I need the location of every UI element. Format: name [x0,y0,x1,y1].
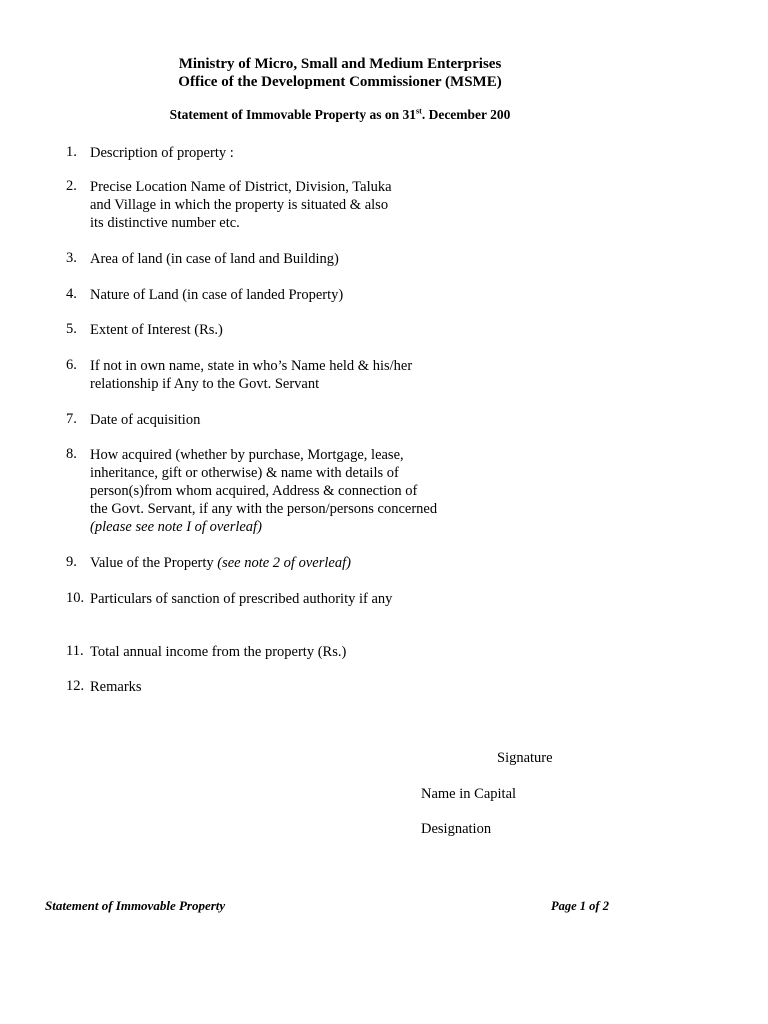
item-text: How acquired (whether by purchase, Mortgage, lease, [90,447,404,463]
item-text: Remarks [90,679,142,695]
footer-document-title: Statement of Immovable Property [45,898,226,913]
designation-label: Designation [421,821,492,837]
item-text: Extent of Interest (Rs.) [90,322,223,338]
item-text: its distinctive number etc. [90,215,240,231]
item-number: 2. [66,178,77,194]
statement-title [0,107,680,123]
item-note: (see note 2 of overleaf) [217,555,351,571]
item-number: 9. [66,554,77,570]
item-text: person(s)from whom acquired, Address & connection of [90,483,418,499]
item-number: 4. [66,286,77,302]
item-note: (please see note I of overleaf) [90,519,262,535]
item-text: the Govt. Servant, if any with the person/persons concerned [90,501,438,517]
item-text: Value of the Property [90,555,218,571]
item-text: inheritance, gift or otherwise) & name with details of [90,465,399,481]
signature-label: Signature [497,750,553,766]
item-text: Nature of Land (in case of landed Property) [90,287,344,303]
item-text: Total annual income from the property (Rs.) [90,644,347,660]
statement-title-prefix: Statement of Immovable Property as on 31 [169,107,417,122]
item-number: 8. [66,446,77,462]
item-text: and Village in which the property is situated & also [90,197,389,213]
item-text: Date of acquisition [90,412,201,428]
item-number: 7. [66,411,77,427]
statement-title-suffix: . December 200 [421,107,511,122]
item-number: 1. [66,144,77,160]
item-text: Area of land (in case of land and Building) [90,251,339,267]
item-text: Particulars of sanction of prescribed authority if any [90,591,393,607]
ministry-heading: Ministry of Micro, Small and Medium Enterprises [178,56,502,72]
footer-page-number: Page 1 of 2 [551,899,609,913]
name-in-capital-label: Name in Capital [421,786,517,802]
statement-title-superscript: st [416,106,422,116]
item-text: relationship if Any to the Govt. Servant [90,376,320,392]
item-text: Precise Location Name of District, Division, Taluka [90,179,392,195]
item-number: 3. [66,250,77,266]
item-text: If not in own name, state in who’s Name held & his/her [90,358,413,374]
item-number: 11. [66,643,84,659]
item-number: 5. [66,321,77,337]
office-heading: Office of the Development Commissioner (MSME) [178,74,502,90]
item-number: 12. [66,678,85,694]
item-number: 6. [66,357,77,373]
item-text: Description of property : [90,145,234,161]
item-number: 10. [66,590,85,606]
